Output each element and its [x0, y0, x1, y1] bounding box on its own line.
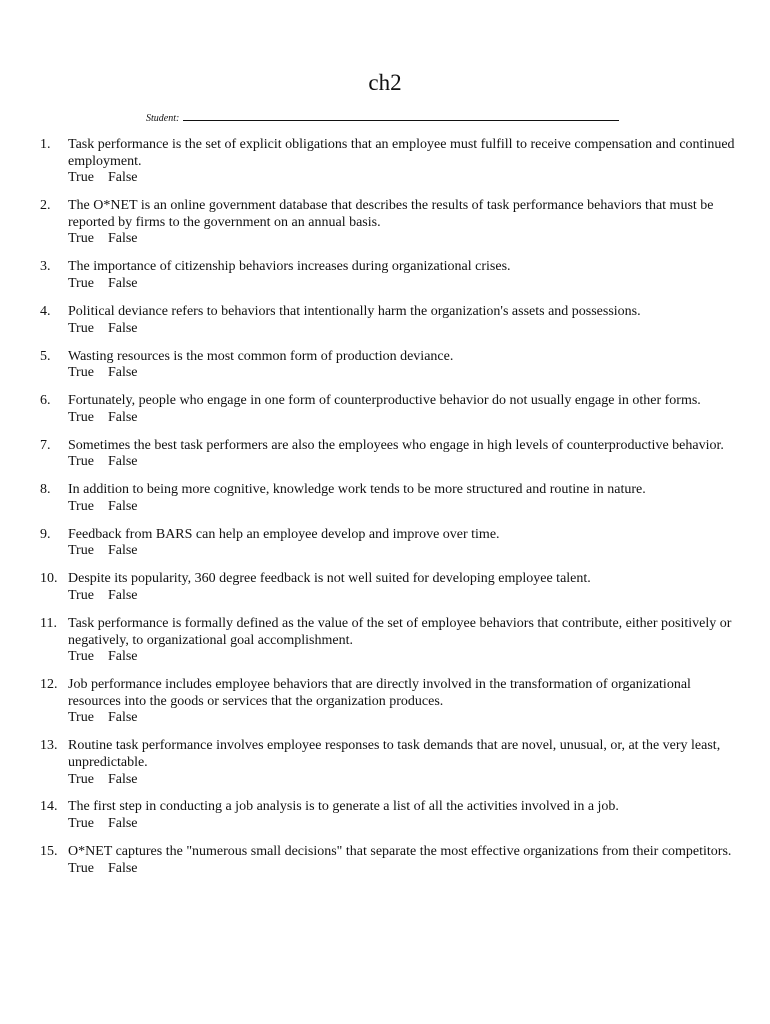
question-item	[40, 259, 740, 292]
question-number: 8.	[40, 482, 51, 498]
question-item	[40, 482, 740, 515]
true-option[interactable]: True	[68, 275, 94, 291]
true-false-options	[68, 772, 740, 789]
question-text: The importance of citizenship behaviors increases during organizational crises.	[68, 259, 511, 275]
question-text: Task performance is formally defined as the value of the set of employee behaviors that contribute, either positively or negatively, to organizational goal accomplishment.	[68, 615, 732, 648]
question-item	[40, 844, 740, 877]
true-false-options	[68, 231, 740, 248]
false-option[interactable]: False	[107, 320, 138, 336]
true-false-options	[68, 499, 740, 516]
true-false-options	[68, 649, 740, 666]
true-false-options	[68, 170, 740, 187]
question-number: 7.	[40, 437, 51, 453]
question-number: 3.	[40, 259, 51, 275]
question-text: Despite its popularity, 360 degree feedback is not well suited for developing employee talent.	[68, 571, 591, 587]
question-item	[40, 571, 740, 604]
false-option[interactable]: False	[107, 587, 138, 603]
true-false-options	[68, 543, 740, 560]
question-item	[40, 349, 740, 382]
question-number: 15.	[40, 844, 58, 860]
false-option[interactable]: False	[107, 170, 138, 186]
question-number: 6.	[40, 393, 51, 409]
false-option[interactable]: False	[107, 771, 138, 787]
true-option[interactable]: True	[68, 771, 94, 787]
question-number: 4.	[40, 303, 51, 319]
question-number: 11.	[40, 615, 57, 631]
question-item	[40, 393, 740, 426]
question-text: Routine task performance involves employee responses to task demands that are novel, unusual, or, at the very least, unpredictable.	[68, 738, 721, 770]
true-option[interactable]: True	[68, 543, 94, 559]
true-option[interactable]: True	[68, 454, 94, 470]
false-option[interactable]: False	[107, 710, 138, 726]
question-item	[40, 527, 740, 560]
question-number: 5.	[40, 348, 51, 364]
question-text: Feedback from BARS can help an employee develop and improve over time.	[68, 526, 500, 542]
true-false-options	[68, 410, 740, 427]
true-option[interactable]: True	[68, 365, 94, 381]
true-option[interactable]: True	[68, 498, 94, 514]
true-option[interactable]: True	[68, 231, 94, 247]
question-item	[40, 616, 740, 666]
question-text: Task performance is the set of explicit obligations that an employee must fulfill to receive compensation and continued employment.	[68, 137, 735, 169]
question-item	[40, 799, 740, 832]
false-option[interactable]: False	[107, 543, 138, 559]
true-option[interactable]: True	[68, 320, 94, 336]
true-option[interactable]: True	[68, 710, 94, 726]
question-item	[40, 137, 740, 187]
false-option[interactable]: False	[107, 816, 138, 832]
question-number: 1.	[40, 137, 51, 152]
question-text: The O*NET is an online government database that describes the results of task performance behaviors that must be reported by firms to the government on an annual basis.	[68, 198, 714, 230]
true-option[interactable]: True	[68, 649, 94, 665]
question-item	[40, 198, 740, 248]
question-list	[40, 137, 740, 889]
student-label: Student:	[146, 113, 180, 124]
question-item	[40, 738, 740, 788]
false-option[interactable]: False	[107, 498, 138, 514]
question-text: O*NET captures the "numerous small decisions" that separate the most effective organizations from their competitors.	[68, 844, 732, 860]
false-option[interactable]: False	[107, 409, 138, 425]
true-option[interactable]: True	[68, 587, 94, 603]
true-false-options	[68, 454, 740, 471]
false-option[interactable]: False	[107, 275, 138, 291]
true-option[interactable]: True	[68, 409, 94, 425]
false-option[interactable]: False	[107, 231, 138, 247]
question-number: 9.	[40, 526, 51, 542]
question-text: Wasting resources is the most common form of production deviance.	[68, 348, 454, 364]
question-text: Sometimes the best task performers are also the employees who engage in high levels of counterproductive behavior.	[68, 437, 724, 453]
true-false-options	[68, 588, 740, 605]
true-false-options	[68, 276, 740, 293]
question-text: In addition to being more cognitive, knowledge work tends to be more structured and routine in nature.	[68, 482, 646, 498]
question-number: 2.	[40, 198, 51, 214]
student-field	[146, 110, 619, 126]
true-option[interactable]: True	[68, 170, 94, 186]
question-text: Job performance includes employee behaviors that are directly involved in the transformation of organizational resources into the goods or services that the organization produces.	[68, 677, 691, 709]
true-false-options	[68, 861, 740, 878]
true-false-options	[68, 710, 740, 727]
true-false-options	[68, 321, 740, 338]
question-number: 12.	[40, 677, 58, 693]
true-option[interactable]: True	[68, 816, 94, 832]
false-option[interactable]: False	[107, 365, 138, 381]
question-text: The first step in conducting a job analysis is to generate a list of all the activities involved in a job.	[68, 799, 619, 815]
question-item	[40, 677, 740, 727]
question-number: 14.	[40, 799, 58, 815]
student-name-line[interactable]	[183, 110, 619, 121]
true-false-options	[68, 816, 740, 833]
true-option[interactable]: True	[68, 860, 94, 876]
false-option[interactable]: False	[107, 454, 138, 470]
question-item	[40, 438, 740, 471]
true-false-options	[68, 365, 740, 382]
question-text: Political deviance refers to behaviors that intentionally harm the organization's assets and possessions.	[68, 303, 641, 319]
question-number: 10.	[40, 571, 58, 587]
false-option[interactable]: False	[107, 860, 138, 876]
question-number: 13.	[40, 738, 58, 754]
question-text: Fortunately, people who engage in one form of counterproductive behavior do not usually engage in other forms.	[68, 393, 701, 409]
question-item	[40, 304, 740, 337]
document-title: ch2	[368, 70, 402, 95]
false-option[interactable]: False	[107, 649, 138, 665]
